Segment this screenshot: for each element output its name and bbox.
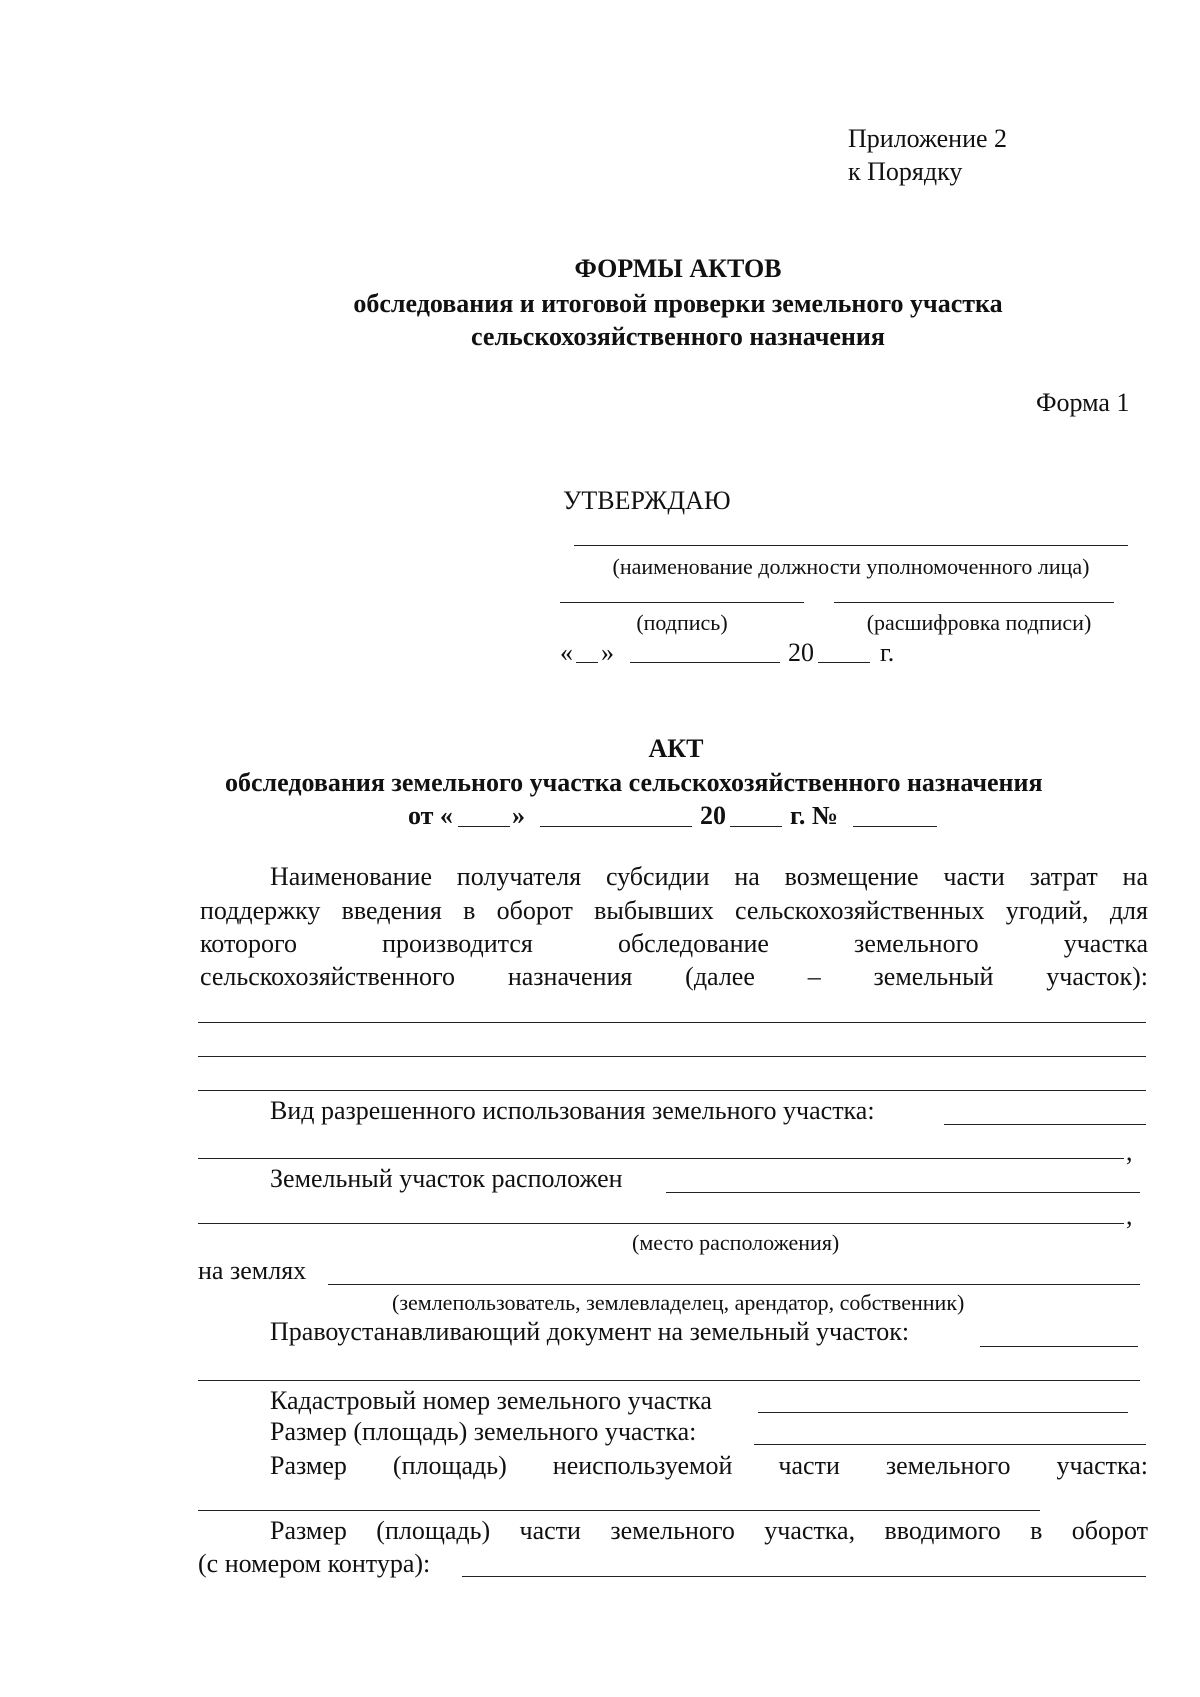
word: назначения [507, 962, 633, 991]
appendix-line-2: к Порядку [848, 157, 963, 186]
word: производится [382, 929, 533, 958]
usage-comma: , [1126, 1137, 1133, 1166]
word: земельного [610, 1516, 735, 1545]
unused-area-line [270, 1451, 1148, 1481]
position-caption: (наименование должности уполномоченного лица) [612, 554, 1090, 579]
act-year-suffix: г. № [790, 801, 839, 830]
introduced-area-line [270, 1516, 1148, 1546]
area-label: Размер (площадь) земельного участка: [270, 1417, 697, 1446]
document-subtitle-2: сельскохозяйственного назначения [471, 322, 885, 351]
word: земельного [885, 1451, 1011, 1480]
document-subtitle-1: обследования и итоговой проверки земельного участка [353, 289, 1003, 318]
cadastral-label: Кадастровый номер земельного участка [270, 1386, 712, 1415]
lands-blank [328, 1284, 1140, 1285]
word: неиспользуемой [552, 1451, 733, 1480]
act-title: АКТ [648, 734, 704, 763]
unused-area-blank [198, 1510, 1040, 1511]
act-month-blank [540, 826, 692, 827]
word: в [1030, 1516, 1043, 1545]
document-title: ФОРМЫ АКТОВ [574, 254, 782, 283]
approve-date-open: « [560, 638, 573, 667]
recipient-blank-1 [198, 1022, 1146, 1023]
location-blank-1 [666, 1192, 1140, 1193]
decode-caption: (расшифровка подписи) [866, 610, 1092, 635]
location-caption: (место расположения) [632, 1230, 840, 1255]
act-subtitle: обследования земельного участка сельскохозяйственного назначения [225, 768, 1043, 797]
approve-year-suffix: г. [880, 638, 895, 667]
word: участка: [1056, 1451, 1148, 1480]
act-year-prefix: 20 [700, 801, 726, 830]
usage-label: Вид разрешенного использования земельного участка: [270, 1096, 875, 1125]
signature-blank [560, 602, 804, 603]
form-label: Форма 1 [1036, 388, 1130, 417]
approve-heading: УТВЕРЖДАЮ [563, 486, 731, 515]
word: вводимого [884, 1516, 1001, 1545]
body-p1-line-4 [200, 962, 1148, 992]
area-blank [754, 1444, 1146, 1445]
approve-year-blank [818, 662, 870, 663]
lands-label: на землях [198, 1256, 307, 1285]
word: (площадь) [392, 1451, 507, 1480]
act-date-from: от « [408, 801, 453, 830]
body-p1-line-3 [200, 929, 1148, 959]
act-date-close: » [512, 801, 525, 830]
appendix-line-1: Приложение 2 [848, 124, 1008, 153]
recipient-blank-2 [198, 1056, 1146, 1057]
decode-blank [834, 602, 1114, 603]
word: (площадь) [376, 1516, 491, 1545]
contour-label: (с номером контура): [198, 1549, 431, 1578]
signature-caption: (подпись) [636, 610, 728, 635]
approve-month-blank [630, 662, 780, 663]
title-document-label: Правоустанавливающий документ на земельный участок: [270, 1317, 910, 1346]
word: (далее [685, 962, 755, 991]
location-blank-2 [198, 1223, 1124, 1224]
word: сельскохозяйственного [200, 962, 455, 991]
word: части [778, 1451, 840, 1480]
word: земельного [854, 929, 979, 958]
lands-caption: (землепользователь, землевладелец, арендатор, собственник) [392, 1290, 965, 1315]
recipient-blank-3 [198, 1090, 1146, 1091]
body-p1-line-2: поддержку введения в оборот выбывших сельскохозяйственных угодий, для [200, 896, 1148, 925]
title-document-blank-1 [980, 1346, 1138, 1347]
word: части [519, 1516, 581, 1545]
approve-year-prefix: 20 [788, 638, 814, 667]
location-label: Земельный участок расположен [270, 1164, 623, 1193]
word: участка [1063, 929, 1148, 958]
usage-blank-2 [198, 1158, 1124, 1159]
word: земельный [873, 962, 994, 991]
word: участок): [1046, 962, 1148, 991]
word: Размер [270, 1516, 347, 1545]
act-day-blank [458, 826, 510, 827]
word: оборот [1071, 1516, 1148, 1545]
approve-date-close: » [601, 638, 614, 667]
usage-blank-1 [944, 1124, 1146, 1125]
approve-day-blank [576, 662, 598, 663]
word: – [807, 962, 821, 991]
cadastral-blank [758, 1412, 1128, 1413]
location-comma: , [1126, 1201, 1133, 1230]
act-year-blank [730, 826, 782, 827]
title-document-blank-2 [198, 1380, 1140, 1381]
word: обследование [617, 929, 769, 958]
word: Размер [270, 1451, 347, 1480]
word: которого [200, 929, 298, 958]
body-p1-line-1: Наименование получателя субсидии на возмещение части затрат на [270, 862, 1148, 891]
position-blank [574, 545, 1128, 546]
contour-blank [462, 1576, 1146, 1577]
word: участка, [764, 1516, 856, 1545]
act-number-blank [853, 826, 937, 827]
